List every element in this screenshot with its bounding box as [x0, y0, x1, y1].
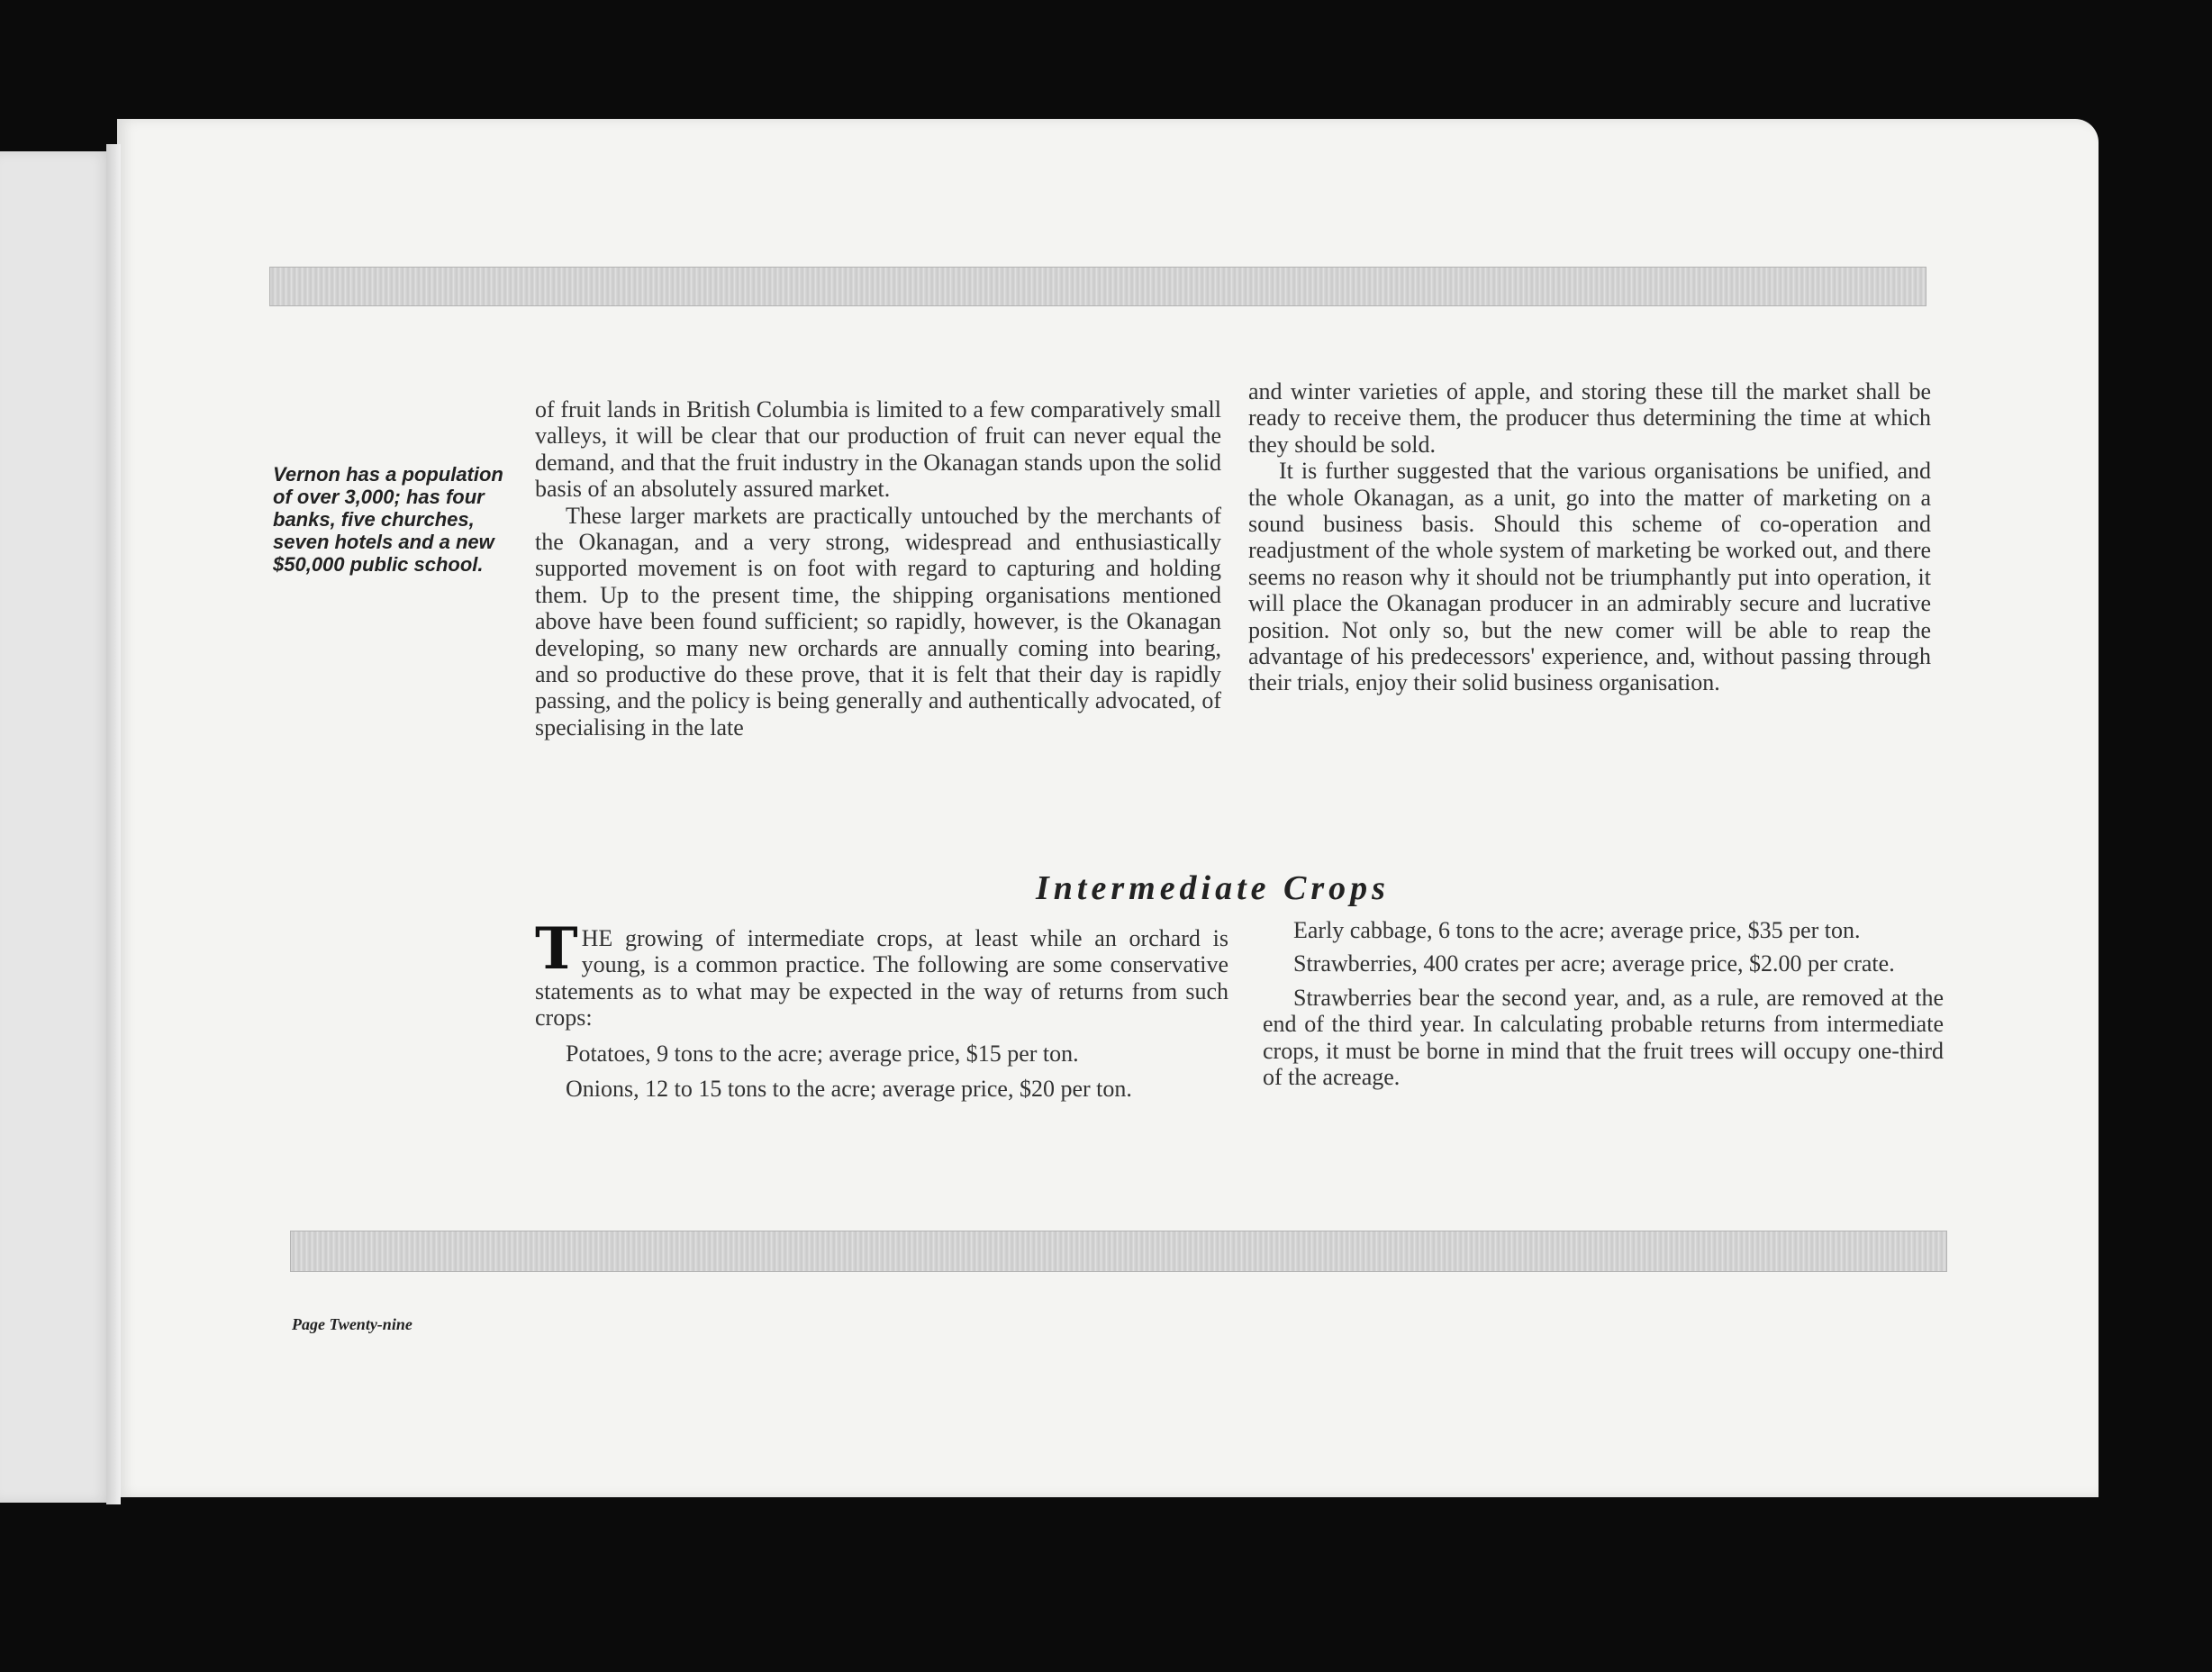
page-gutter — [106, 144, 121, 1504]
paragraph: It is further suggested that the various organisations be unified, and the whole Okanagan, as a unit, go into the matter of marketing on a sound business basis. Should this scheme of co-operation and readjustment of the whole system of marketing be worked out, and there seems no reason why it should not be triumphantly put into operation, it will place the Okanagan producer in an admirably secure and lucrative position. Not only so, but the new comer will be able to reap the advantage of his predecessors' experience, and, without passing through their trials, enjoy their solid business organisation. — [1248, 458, 1931, 696]
page-number: Page Twenty-nine — [292, 1315, 412, 1333]
top-ornamental-band — [269, 267, 1926, 306]
paragraph: Potatoes, 9 tons to the acre; average price, $15 per ton. — [566, 1040, 1079, 1067]
paragraph: These larger markets are practically untouched by the merchants of the Okanagan, and a very strong, widespread and enthusiastically supported movement is on foot with regard to capturing and holding them. Up to the present time, the shipping organisations mentioned above have been found sufficient; so rapidly, however, is the Okanagan developing, so many new orchards are annually coming into bearing, and so productive do these prove, that it is felt that their day is rapidly passing, and the policy is being generally and authentically advocated, of specialising in the late — [535, 502, 1221, 741]
text-column-right — [1248, 378, 1931, 696]
section-heading: Intermediate Crops — [1036, 869, 1390, 907]
book-page — [117, 119, 2099, 1497]
crops-column-right — [1263, 917, 1944, 1097]
bottom-ornamental-band — [290, 1231, 1947, 1272]
text-column-left — [535, 396, 1221, 741]
crops-column-left — [535, 915, 1228, 1111]
paragraph: Early cabbage, 6 tons to the acre; average price, $35 per ton. — [1293, 917, 1861, 943]
paragraph: and winter varieties of apple, and storing these till the market shall be ready to receive them, the producer thus determining the time at which they should be sold. — [1248, 378, 1931, 458]
paragraph: Strawberries, 400 crates per acre; average price, $2.00 per crate. — [1293, 950, 1895, 977]
drop-cap: T — [535, 915, 578, 983]
paragraph: Strawberries bear the second year, and, as a rule, are removed at the end of the third year. In calculating probable returns from intermediate crops, it must be borne in mind that the fruit trees will occupy one-third of the acreage. — [1263, 984, 1944, 1091]
facing-page-edge — [0, 151, 114, 1503]
paragraph-text: HE growing of intermediate crops, at least while an orchard is young, is a common practice. The following are some conservative statements as to what may be expected in the way of returns from such crops: — [535, 925, 1228, 1031]
margin-note: Vernon has a population of over 3,000; has four banks, five churches, seven hotels and a new $50,000 public school. — [273, 463, 503, 576]
paragraph — [535, 915, 1228, 1031]
paragraph: Onions, 12 to 15 tons to the acre; average price, $20 per ton. — [566, 1076, 1132, 1103]
paragraph: of fruit lands in British Columbia is limited to a few comparatively small valleys, it will be clear that our production of fruit can never equal the demand, and that the fruit industry in the Okanagan stands upon the solid basis of an absolutely assured market. — [535, 396, 1221, 503]
